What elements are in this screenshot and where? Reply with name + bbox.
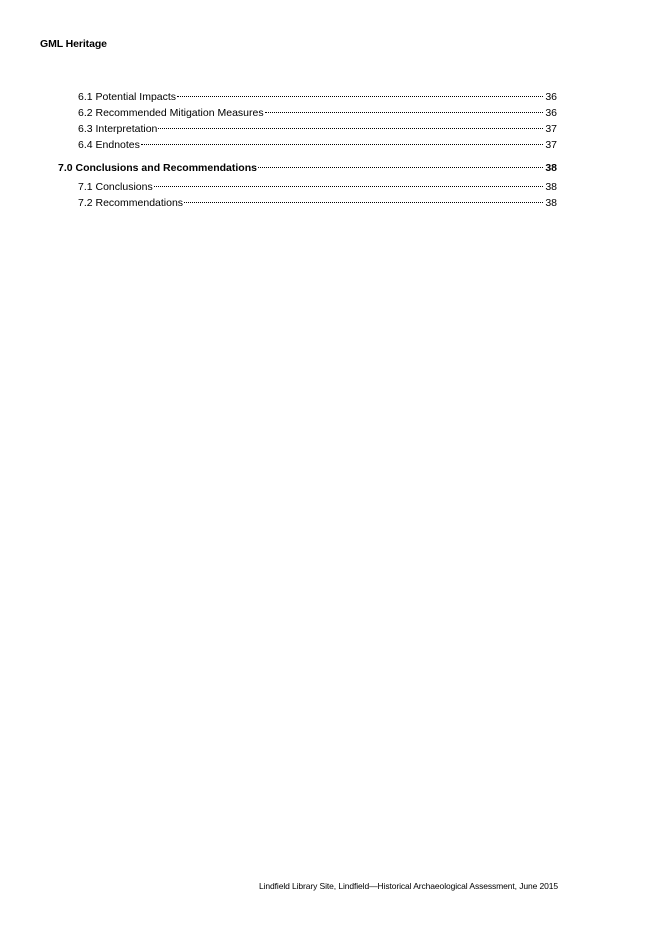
toc-leader-dots [258,157,543,168]
toc-page-number: 36 [545,91,557,103]
table-of-contents [58,89,557,211]
toc-entry-6-4[interactable] [58,137,557,153]
toc-leader-dots [141,134,543,145]
page-header: GML Heritage [40,38,107,50]
toc-entry-7-2[interactable] [58,195,557,211]
toc-leader-dots [265,102,544,113]
toc-entry-label: 6.2 Recommended Mitigation Measures [78,107,264,119]
page-footer: Lindfield Library Site, Lindfield—Historical Archaeological Assessment, June 2015 [258,881,558,891]
toc-leader-dots [177,86,543,97]
toc-page-number: 37 [545,123,557,135]
toc-leader-dots [158,118,543,129]
toc-entry-label: 6.1 Potential Impacts [78,91,177,103]
toc-section-label: 7.0 Conclusions and Recommendations [58,162,257,174]
toc-leader-dots [184,192,543,203]
toc-page-number: 38 [545,197,557,209]
toc-entry-label: 7.2 Recommendations [78,197,184,209]
toc-page-number: 37 [545,139,557,151]
toc-entry-label: 6.4 Endnotes [78,139,140,151]
toc-page-number: 38 [545,162,557,174]
toc-leader-dots [154,176,544,187]
toc-entry-label: 7.1 Conclusions [78,181,153,193]
toc-page-number: 38 [545,181,557,193]
toc-entry-label: 6.3 Interpretation [78,123,158,135]
toc-page-number: 36 [545,107,557,119]
toc-entry-7-0[interactable] [58,160,557,176]
